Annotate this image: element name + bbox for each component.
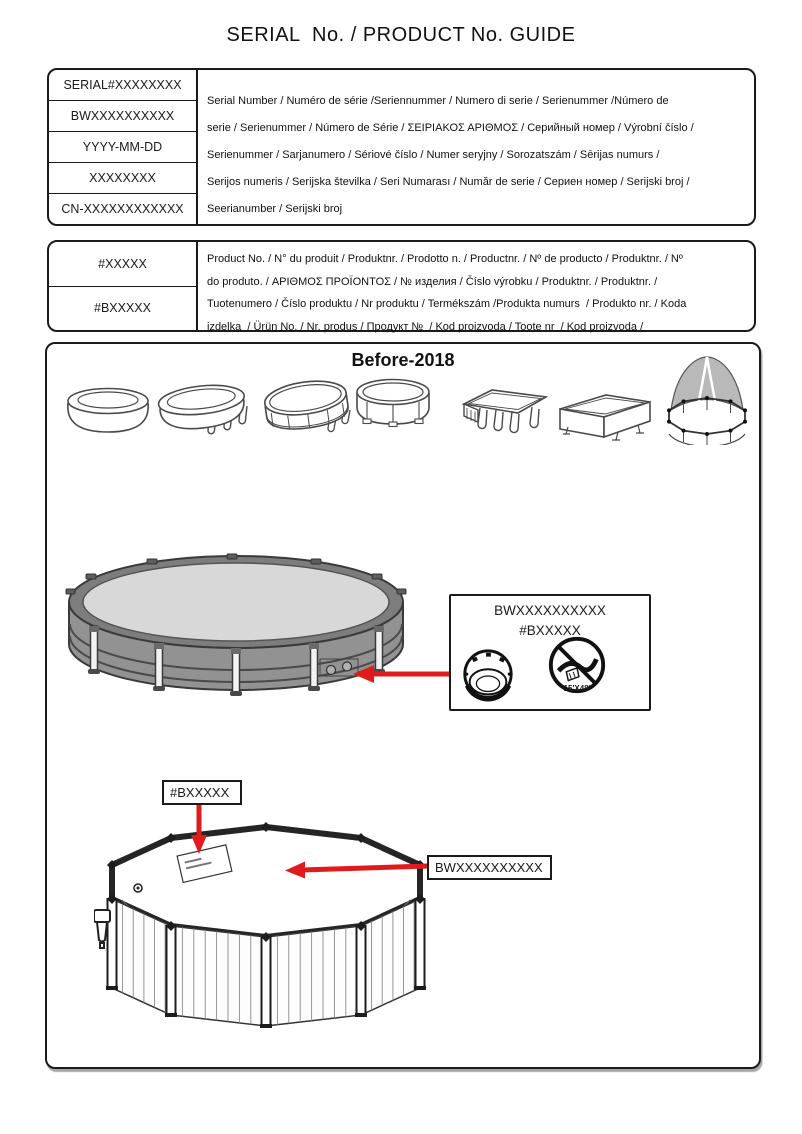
- inflatable-ring-pool-icon: [64, 385, 152, 437]
- product-codes-column: [49, 242, 198, 330]
- callout-serial-code: BWXXXXXXXXXX: [494, 603, 606, 618]
- callout-box: [449, 594, 651, 711]
- date-code-format: YYYY-MM-DD: [49, 132, 196, 163]
- round-frame-pool-icon: [354, 377, 432, 432]
- product-number-table: [47, 240, 756, 332]
- description-line: Serijos numeris / Serijska številka / Seri Numarası / Număr de serie / Сериен номер / Serijski broj /: [207, 176, 690, 188]
- pool-size-label: 15'X48": [563, 684, 593, 693]
- description-line: Seerianumber / Serijski broj: [207, 203, 343, 215]
- before-2018-box: [45, 342, 761, 1069]
- pump-part-icon: [459, 646, 517, 706]
- description-line: Product No. / N° du produit / Produktnr. / Prodotto n. / Productnr. / Nº de producto / Produktnr. / Nº: [207, 253, 683, 265]
- product-code-format: #XXXXX: [49, 242, 196, 287]
- description-line: izdelka / Ürün No. / Nr. produs / Продукт № / Kod proizvoda / Toote nr / Kod proizvoda /: [207, 320, 644, 333]
- product-b-code-format: #BXXXXX: [94, 301, 151, 316]
- frame-pool-illustration: [64, 552, 409, 710]
- product-description: [198, 242, 754, 333]
- callout-product-code: #BXXXXX: [519, 623, 581, 638]
- serial-description: [198, 70, 754, 224]
- serial-code-tag: BWXXXXXXXXXX: [427, 855, 552, 880]
- serial-number-table: [47, 68, 756, 226]
- numeric-code-format: XXXXXXXX: [49, 163, 196, 194]
- oval-frame-pool-icon: [260, 374, 352, 434]
- dome-canopy-pool-icon: [660, 350, 755, 445]
- rectangular-pool-icon: [554, 387, 654, 442]
- steel-wall-pool-illustration: [94, 822, 439, 1034]
- serial-codes-column: [49, 70, 198, 224]
- description-line: Serienummer / Sarjanumero / Sériové číslo / Numer seryjny / Sorozatszám / Sērijas numurs /: [207, 149, 660, 161]
- page-title: SERIAL No. / PRODUCT No. GUIDE: [226, 24, 576, 46]
- rectangular-frame-pool-icon: [454, 382, 550, 442]
- serial-code-format: SERIAL#XXXXXXXX: [49, 70, 196, 101]
- description-line: do produto. / ΑΡΙΘΜΟΣ ΠΡΟΪΟΝΤΟΣ / № изделия / Číslo výrobku / Produktnr. / Produktnr. /: [207, 275, 658, 288]
- before-2018-heading: Before-2018: [351, 350, 455, 370]
- oval-leg-pool-icon: [154, 380, 254, 438]
- description-line: Serial Number / Numéro de série /Seriennummer / Numero di serie / Serienummer /Número de: [207, 95, 669, 107]
- bw-code-format: BWXXXXXXXXXX: [49, 101, 196, 132]
- product-code-tag: #BXXXXX: [162, 780, 242, 805]
- cn-code-format: CN-XXXXXXXXXXXX: [61, 202, 184, 216]
- description-line: Tuotenumero / Číslo produktu / Nr produktu / Termékszám /Produkta numurs / Produkto nr. / Koda: [207, 298, 687, 310]
- description-line: serie / Serienummer / Número de Série / ΣΕΙΡΙΑΚΟΣ ΑΡΙΘΜΟΣ / Серийный номер / Výrobní číslo /: [207, 122, 694, 134]
